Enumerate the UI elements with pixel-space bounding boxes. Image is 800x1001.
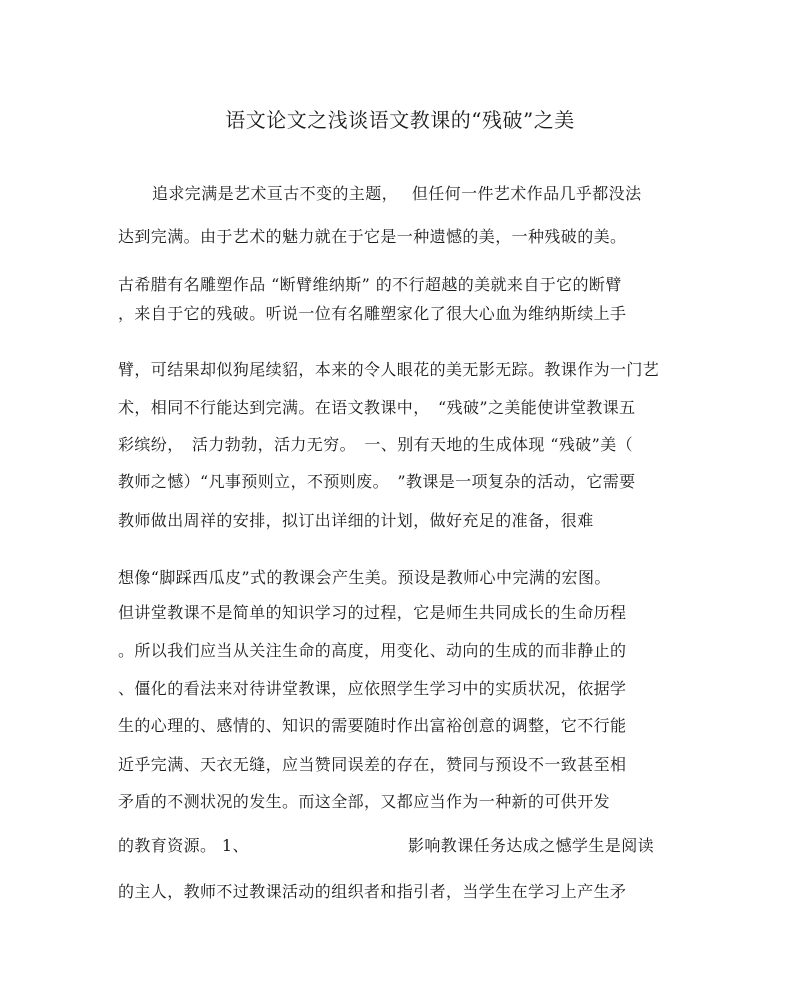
text-line: 古希腊有名雕塑作品 “断臂维纳斯” 的不行超越的美就来自于它的断臂 <box>118 275 622 294</box>
text-line-split-left: 的教育资源。 1、 <box>118 836 249 855</box>
text-line: 。所以我们应当从关注生命的高度，用变化、动向的生成的而非静止的 <box>118 641 627 660</box>
text-line: 臂，可结果却似狗尾续貂，本来的令人眼花的美无影无踪。教课作为一门艺 <box>118 360 660 379</box>
text-line: 想像“脚踩西瓜皮”式的教课会产生美。预设是教师心中完满的宏图。 <box>118 568 611 587</box>
text-line: 近乎完满、天衣无缝，应当赞同误差的存在，赞同与预设不一致甚至相 <box>118 755 627 774</box>
text-line: 彩缤纷， 活力勃勃，活力无穷。 一、别有天地的生成体现 “残破”美（ <box>118 435 634 454</box>
text-line: 教师做出周祥的安排，拟订出详细的计划，做好充足的准备，很难 <box>118 511 594 530</box>
text-line: 矛盾的不测状况的发生。而这全部，又都应当作为一种新的可供开发 <box>118 792 611 811</box>
text-line: 术，相同不行能达到完满。在语文教课中， “残破”之美能使讲堂教课五 <box>118 398 636 417</box>
text-line: 、僵化的看法来对待讲堂教课，应依照学生学习中的实质状况，依据学 <box>118 679 627 698</box>
text-line: 生的心理的、感情的、知识的需要随时作出富裕创意的调整，它不行能 <box>118 716 627 735</box>
text-line: 达到完满。由于艺术的魅力就在于它是一种遗憾的美，一种残破的美。 <box>118 227 627 246</box>
text-line: 教师之憾）“凡事预则立，不预则废。 ”教课是一项复杂的活动，它需要 <box>118 472 636 491</box>
text-line: ，来自于它的残破。听说一位有名雕塑家化了很大心血为维纳斯续上手 <box>118 304 627 323</box>
text-line: 但讲堂教课不是简单的知识学习的过程，它是师生共同成长的生命历程 <box>118 603 627 622</box>
text-line-split-right: 影响教课任务达成之憾学生是阅读 <box>408 836 655 855</box>
text-line: 追求完满是艺术亘古不变的主题， 但任何一件艺术作品几乎都没法 <box>152 184 642 203</box>
document-title: 语文论文之浅谈语文教课的“残破”之美 <box>225 108 575 132</box>
text-line: 的主人，教师不过教课活动的组织者和指引者，当学生在学习上产生矛 <box>118 882 627 901</box>
